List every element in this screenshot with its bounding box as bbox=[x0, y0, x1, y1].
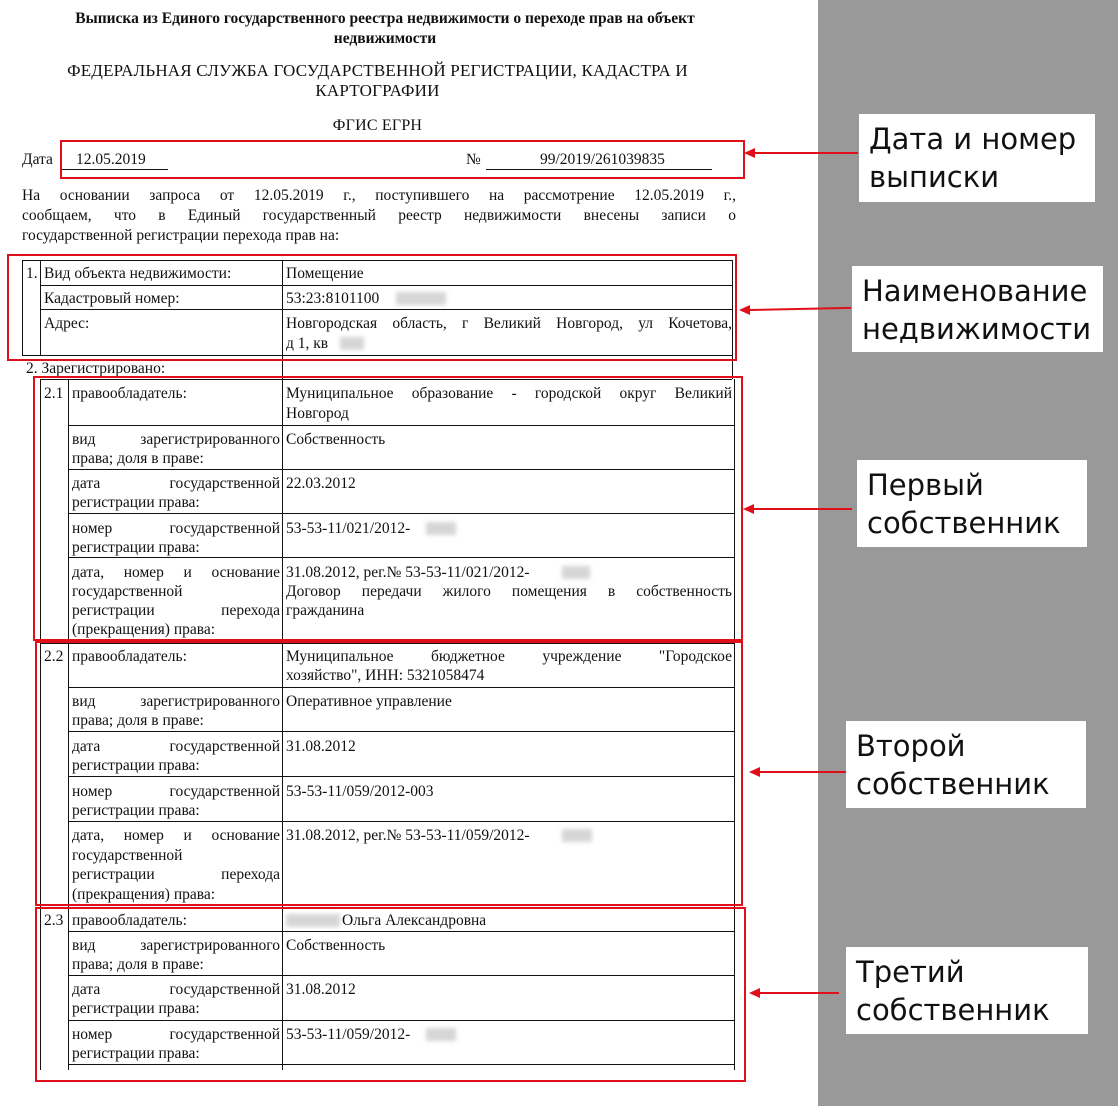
annotation-line: собственник bbox=[856, 767, 1050, 801]
basis-label-line4: (прекращения) права: bbox=[72, 886, 216, 903]
right-label-line2: права; доля в праве: bbox=[72, 712, 204, 729]
registered-label: 2. Зарегистрировано: bbox=[26, 360, 166, 377]
basis-label-line2: государственной bbox=[72, 847, 183, 864]
owner-num: 2.2 bbox=[44, 648, 64, 665]
holder-label: правообладатель: bbox=[72, 912, 187, 929]
date-number-highlight bbox=[60, 140, 745, 179]
owner-num: 2.3 bbox=[44, 912, 64, 929]
third-owner-highlight bbox=[35, 907, 746, 1082]
annotation-line: Наименование bbox=[862, 274, 1088, 308]
arrow-line bbox=[753, 508, 852, 510]
arrow-left-icon bbox=[749, 988, 760, 998]
num-reg-label-line2: регистрации права: bbox=[72, 1045, 200, 1062]
address-line2: д 1, кв bbox=[286, 335, 329, 352]
object-annotation bbox=[852, 266, 1103, 352]
basis-label-line3: регистрации перехода bbox=[72, 602, 280, 619]
arrow-line bbox=[759, 992, 839, 994]
right-value: Собственность bbox=[286, 937, 386, 954]
date-reg-value: 31.08.2012 bbox=[286, 738, 356, 755]
document-title-line1: Выписка из Единого государственного реестра недвижимости о переходе прав на объект bbox=[75, 10, 695, 27]
second-owner-annotation bbox=[846, 721, 1086, 808]
basis-value-line1: 31.08.2012, рег.№ 53-53-11/059/2012- bbox=[286, 827, 530, 844]
basis-value-line1: 31.08.2012, рег.№ 53-53-11/021/2012- bbox=[286, 564, 530, 581]
right-label-line2: права; доля в праве: bbox=[72, 956, 204, 973]
system-name: ФГИС ЕГРН bbox=[332, 117, 423, 134]
object-highlight bbox=[7, 254, 737, 361]
owner-num: 2.1 bbox=[44, 385, 64, 402]
arrow-left-icon bbox=[744, 148, 755, 158]
arrow-left-icon bbox=[749, 767, 760, 777]
agency-name-line1: ФЕДЕРАЛЬНАЯ СЛУЖБА ГОСУДАРСТВЕННОЙ РЕГИСТРАЦИИ, КАДАСТРА И bbox=[67, 61, 688, 80]
holder-value-line1: Муниципальное образование - городской округ Великий bbox=[286, 385, 732, 402]
date-reg-value: 22.03.2012 bbox=[286, 475, 356, 492]
object-num: 1. bbox=[26, 265, 38, 282]
agency-name-line2: КАРТОГРАФИИ bbox=[315, 81, 440, 100]
date-label: Дата bbox=[22, 151, 53, 168]
number-label: № bbox=[466, 151, 481, 168]
arrow-left-icon bbox=[739, 305, 750, 315]
basis-label-line4: (прекращения) права: bbox=[72, 621, 216, 638]
date-reg-label-line1: дата государственной bbox=[72, 738, 280, 755]
date-reg-label-line2: регистрации права: bbox=[72, 757, 200, 774]
annotation-line: собственник bbox=[867, 506, 1061, 540]
first-owner-annotation bbox=[857, 460, 1087, 547]
basis-label-line1: дата, номер и основание bbox=[72, 564, 280, 581]
right-label-line2: права; доля в праве: bbox=[72, 450, 204, 467]
holder-value-line1: Муниципальное бюджетное учреждение "Городское bbox=[286, 648, 732, 665]
date-reg-label-line1: дата государственной bbox=[72, 981, 280, 998]
intro-line2: сообщаем, что в Единый государственный реестр недвижимости внесены записи о bbox=[22, 207, 736, 224]
holder-value-line1: Ольга Александровна bbox=[342, 912, 487, 929]
annotation-line: Второй bbox=[856, 729, 966, 763]
annotation-line: выписки bbox=[869, 160, 1000, 194]
num-reg-label-line1: номер государственной bbox=[72, 1026, 280, 1043]
number-value: 99/2019/261039835 bbox=[540, 151, 665, 168]
right-value: Собственность bbox=[286, 431, 386, 448]
num-reg-label-line2: регистрации права: bbox=[72, 539, 200, 556]
first-owner-highlight bbox=[33, 376, 743, 641]
num-reg-label-line1: номер государственной bbox=[72, 783, 280, 800]
holder-value-line2: хозяйство", ИНН: 5321058474 bbox=[286, 667, 485, 684]
arrow-left-icon bbox=[743, 504, 754, 514]
third-owner-annotation bbox=[846, 947, 1088, 1034]
num-reg-label-line1: номер государственной bbox=[72, 520, 280, 537]
holder-label: правообладатель: bbox=[72, 648, 187, 665]
document-title-line2: недвижимости bbox=[333, 30, 437, 47]
num-reg-value: 53-53-11/059/2012-003 bbox=[286, 783, 434, 800]
right-label-line1: вид зарегистрированного bbox=[72, 937, 280, 954]
basis-value-line2: Договор передачи жилого помещения в собственность bbox=[286, 583, 732, 600]
arrow-line bbox=[754, 152, 858, 154]
date-reg-value: 31.08.2012 bbox=[286, 981, 356, 998]
num-reg-label-line2: регистрации права: bbox=[72, 802, 200, 819]
holder-label: правообладатель: bbox=[72, 385, 187, 402]
object-type-value: Помещение bbox=[286, 265, 364, 282]
right-label-line1: вид зарегистрированного bbox=[72, 431, 280, 448]
right-value: Оперативное управление bbox=[286, 693, 452, 710]
date-reg-label-line2: регистрации права: bbox=[72, 1000, 200, 1017]
num-reg-value: 53-53-11/021/2012- bbox=[286, 520, 411, 537]
date-reg-label-line1: дата государственной bbox=[72, 475, 280, 492]
right-label-line1: вид зарегистрированного bbox=[72, 693, 280, 710]
num-reg-value: 53-53-11/059/2012- bbox=[286, 1026, 411, 1043]
annotation-line: Первый bbox=[867, 468, 984, 502]
date-number-annotation bbox=[859, 114, 1095, 202]
cadastral-value: 53:23:8101100 bbox=[286, 290, 380, 307]
arrow-line bbox=[759, 771, 846, 773]
second-owner-highlight bbox=[35, 641, 743, 906]
basis-label-line1: дата, номер и основание bbox=[72, 827, 280, 844]
holder-value-line2: Новгород bbox=[286, 405, 349, 422]
basis-label-line2: государственной bbox=[72, 583, 183, 600]
basis-value-line3: гражданина bbox=[286, 602, 365, 619]
date-reg-label-line2: регистрации права: bbox=[72, 494, 200, 511]
address-label: Адрес: bbox=[44, 315, 90, 332]
cadastral-label: Кадастровый номер: bbox=[44, 290, 180, 307]
address-line1: Новгородская область, г Великий Новгород, ул Кочетова, bbox=[286, 315, 732, 332]
annotation-line: недвижимости bbox=[862, 312, 1092, 346]
annotation-line: Дата и номер bbox=[869, 122, 1077, 156]
annotation-line: Третий bbox=[856, 955, 965, 989]
object-type-label: Вид объекта недвижимости: bbox=[44, 265, 232, 282]
annotation-line: собственник bbox=[856, 993, 1050, 1027]
intro-line1: На основании запроса от 12.05.2019 г., поступившего на рассмотрение 12.05.2019 г., bbox=[22, 187, 736, 204]
date-value: 12.05.2019 bbox=[76, 151, 146, 168]
intro-line3: государственной регистрации перехода прав на: bbox=[22, 227, 340, 244]
basis-label-line3: регистрации перехода bbox=[72, 866, 280, 883]
